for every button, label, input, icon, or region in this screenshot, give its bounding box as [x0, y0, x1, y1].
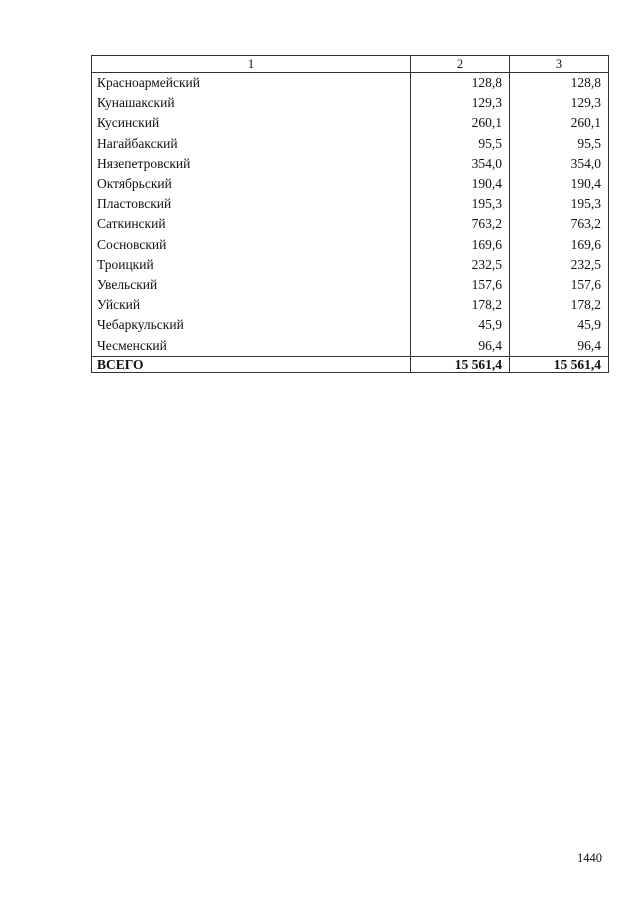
district-name: Нагайбакский — [92, 134, 411, 154]
value-col2: 129,3 — [411, 93, 510, 113]
district-name: Уйский — [92, 295, 411, 315]
value-col2: 96,4 — [411, 335, 510, 356]
table-row — [92, 235, 609, 255]
table-row — [92, 315, 609, 335]
value-col2: 128,8 — [411, 73, 510, 94]
district-name: Увельский — [92, 275, 411, 295]
data-table — [91, 55, 609, 373]
value-col3: 354,0 — [510, 154, 609, 174]
value-col3: 260,1 — [510, 113, 609, 133]
value-col3: 232,5 — [510, 255, 609, 275]
district-name: Кунашакский — [92, 93, 411, 113]
table-row — [92, 194, 609, 214]
district-name: Саткинский — [92, 214, 411, 234]
table-row — [92, 255, 609, 275]
table-row — [92, 214, 609, 234]
table-body — [92, 73, 609, 373]
table-row — [92, 93, 609, 113]
table-row — [92, 73, 609, 94]
district-name: Красноармейский — [92, 73, 411, 94]
value-col2: 190,4 — [411, 174, 510, 194]
page-number: 1440 — [577, 851, 602, 865]
value-col2: 232,5 — [411, 255, 510, 275]
value-col3: 178,2 — [510, 295, 609, 315]
total-value-col2: 15 561,4 — [411, 356, 510, 372]
table-header-row — [92, 56, 609, 73]
district-name: Октябрьский — [92, 174, 411, 194]
value-col2: 45,9 — [411, 315, 510, 335]
district-name: Чесменский — [92, 335, 411, 356]
district-name: Пластовский — [92, 194, 411, 214]
value-col3: 763,2 — [510, 214, 609, 234]
table-row — [92, 134, 609, 154]
value-col3: 129,3 — [510, 93, 609, 113]
value-col3: 96,4 — [510, 335, 609, 356]
value-col3: 157,6 — [510, 275, 609, 295]
column-header-1: 1 — [92, 56, 411, 73]
value-col3: 95,5 — [510, 134, 609, 154]
table-row — [92, 275, 609, 295]
total-label: ВСЕГО — [92, 356, 411, 372]
table-row — [92, 154, 609, 174]
total-row — [92, 356, 609, 372]
district-name: Троицкий — [92, 255, 411, 275]
value-col3: 190,4 — [510, 174, 609, 194]
district-name: Сосновский — [92, 235, 411, 255]
district-name: Чебаркульский — [92, 315, 411, 335]
value-col3: 195,3 — [510, 194, 609, 214]
value-col2: 95,5 — [411, 134, 510, 154]
value-col2: 260,1 — [411, 113, 510, 133]
district-name: Нязепетровский — [92, 154, 411, 174]
table-row — [92, 335, 609, 356]
value-col3: 169,6 — [510, 235, 609, 255]
value-col3: 45,9 — [510, 315, 609, 335]
table-row — [92, 113, 609, 133]
table-row — [92, 295, 609, 315]
value-col2: 195,3 — [411, 194, 510, 214]
column-header-3: 3 — [510, 56, 609, 73]
table-row — [92, 174, 609, 194]
value-col2: 169,6 — [411, 235, 510, 255]
table-header — [92, 56, 609, 73]
value-col3: 128,8 — [510, 73, 609, 94]
value-col2: 354,0 — [411, 154, 510, 174]
column-header-2: 2 — [411, 56, 510, 73]
value-col2: 763,2 — [411, 214, 510, 234]
total-value-col3: 15 561,4 — [510, 356, 609, 372]
value-col2: 178,2 — [411, 295, 510, 315]
value-col2: 157,6 — [411, 275, 510, 295]
district-name: Кусинский — [92, 113, 411, 133]
